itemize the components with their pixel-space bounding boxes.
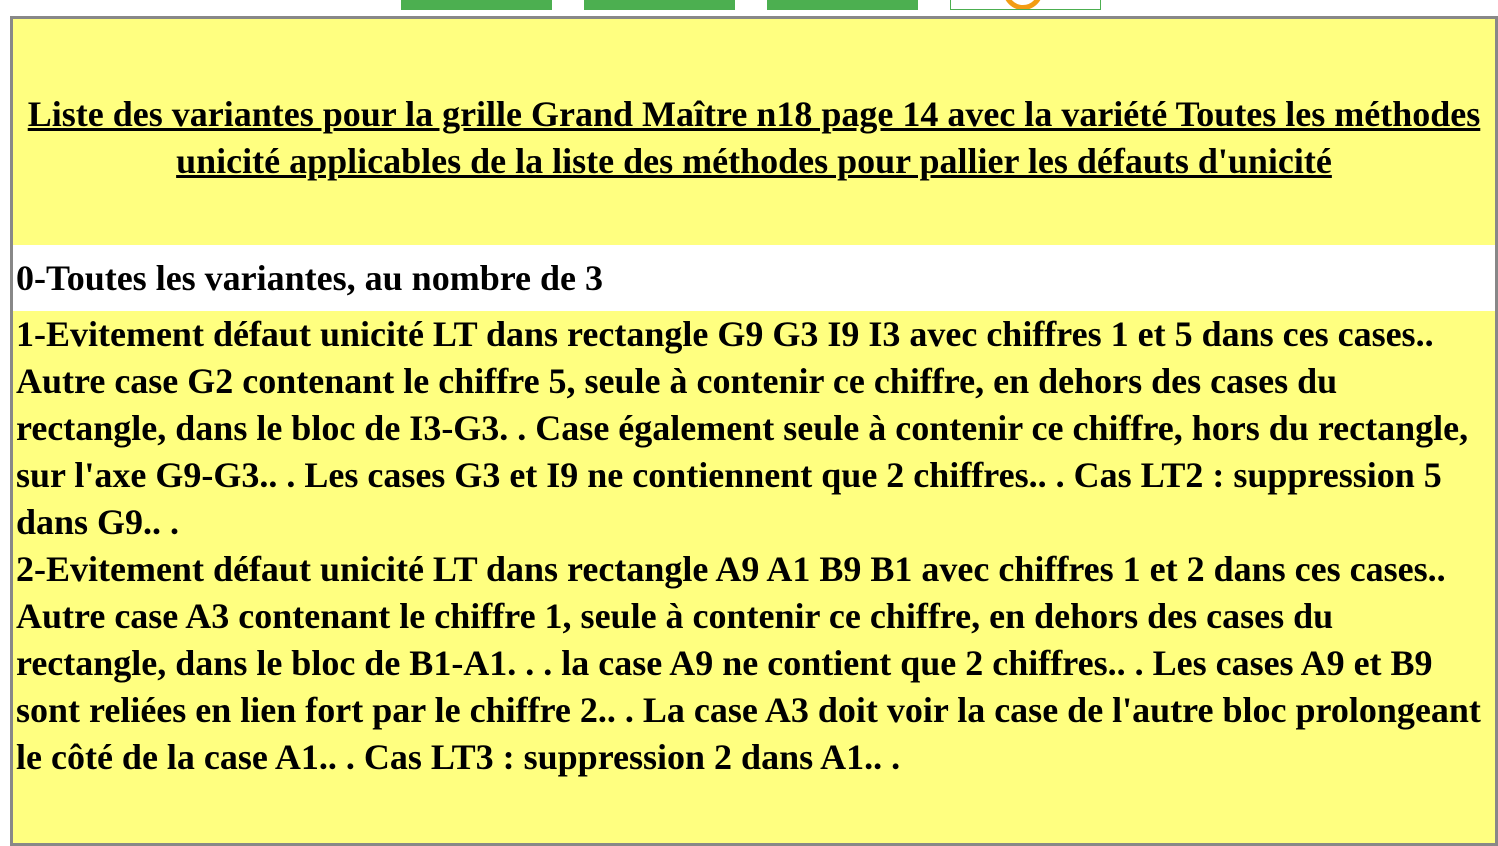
- nav-button-2[interactable]: [584, 0, 735, 10]
- home-icon: [1003, 0, 1043, 10]
- home-button[interactable]: [950, 0, 1101, 10]
- nav-button-1[interactable]: [401, 0, 552, 10]
- nav-button-3[interactable]: [767, 0, 918, 10]
- content-frame: [10, 16, 1498, 846]
- variant-item: 2-Evitement défaut unicité LT dans rectangle A9 A1 B9 B1 avec chiffres 1 et 2 dans ces cases.. Autre case A3 contenant le chiffre 1, seule à contenir ce chiffre, en dehors des cases du rectangle, dans le bloc de B1-A1. . . la case A9 ne contient que 2 chiffres.. . Les cases A9 et B9 sont reliées en lien fort par le chiffre 2.. . La case A3 doit voir la case de l'autre bloc prolongeant le côté de la case A1.. . Cas LT3 : suppression 2 dans A1.. .: [13, 546, 1495, 781]
- variant-item: 1-Evitement défaut unicité LT dans rectangle G9 G3 I9 I3 avec chiffres 1 et 5 dans ces cases.. Autre case G2 contenant le chiffre 5, seule à contenir ce chiffre, en dehors des cases du rectangle, dans le bloc de I3-G3. . Case également seule à contenir ce chiffre, hors du rectangle, sur l'axe G9-G3.. . Les cases G3 et I9 ne contiennent que 2 chiffres.. . Cas LT2 : suppression 5 dans G9.. .: [13, 311, 1495, 546]
- title-block: [13, 19, 1495, 245]
- top-navigation: [0, 0, 1498, 16]
- page-title: Liste des variantes pour la grille Grand Maître n18 page 14 avec la variété Toutes les méthodes unicité applicables de la liste des méthodes pour pallier les défauts d'unicité: [27, 94, 1481, 181]
- variants-summary: 0-Toutes les variantes, au nombre de 3: [13, 245, 1495, 311]
